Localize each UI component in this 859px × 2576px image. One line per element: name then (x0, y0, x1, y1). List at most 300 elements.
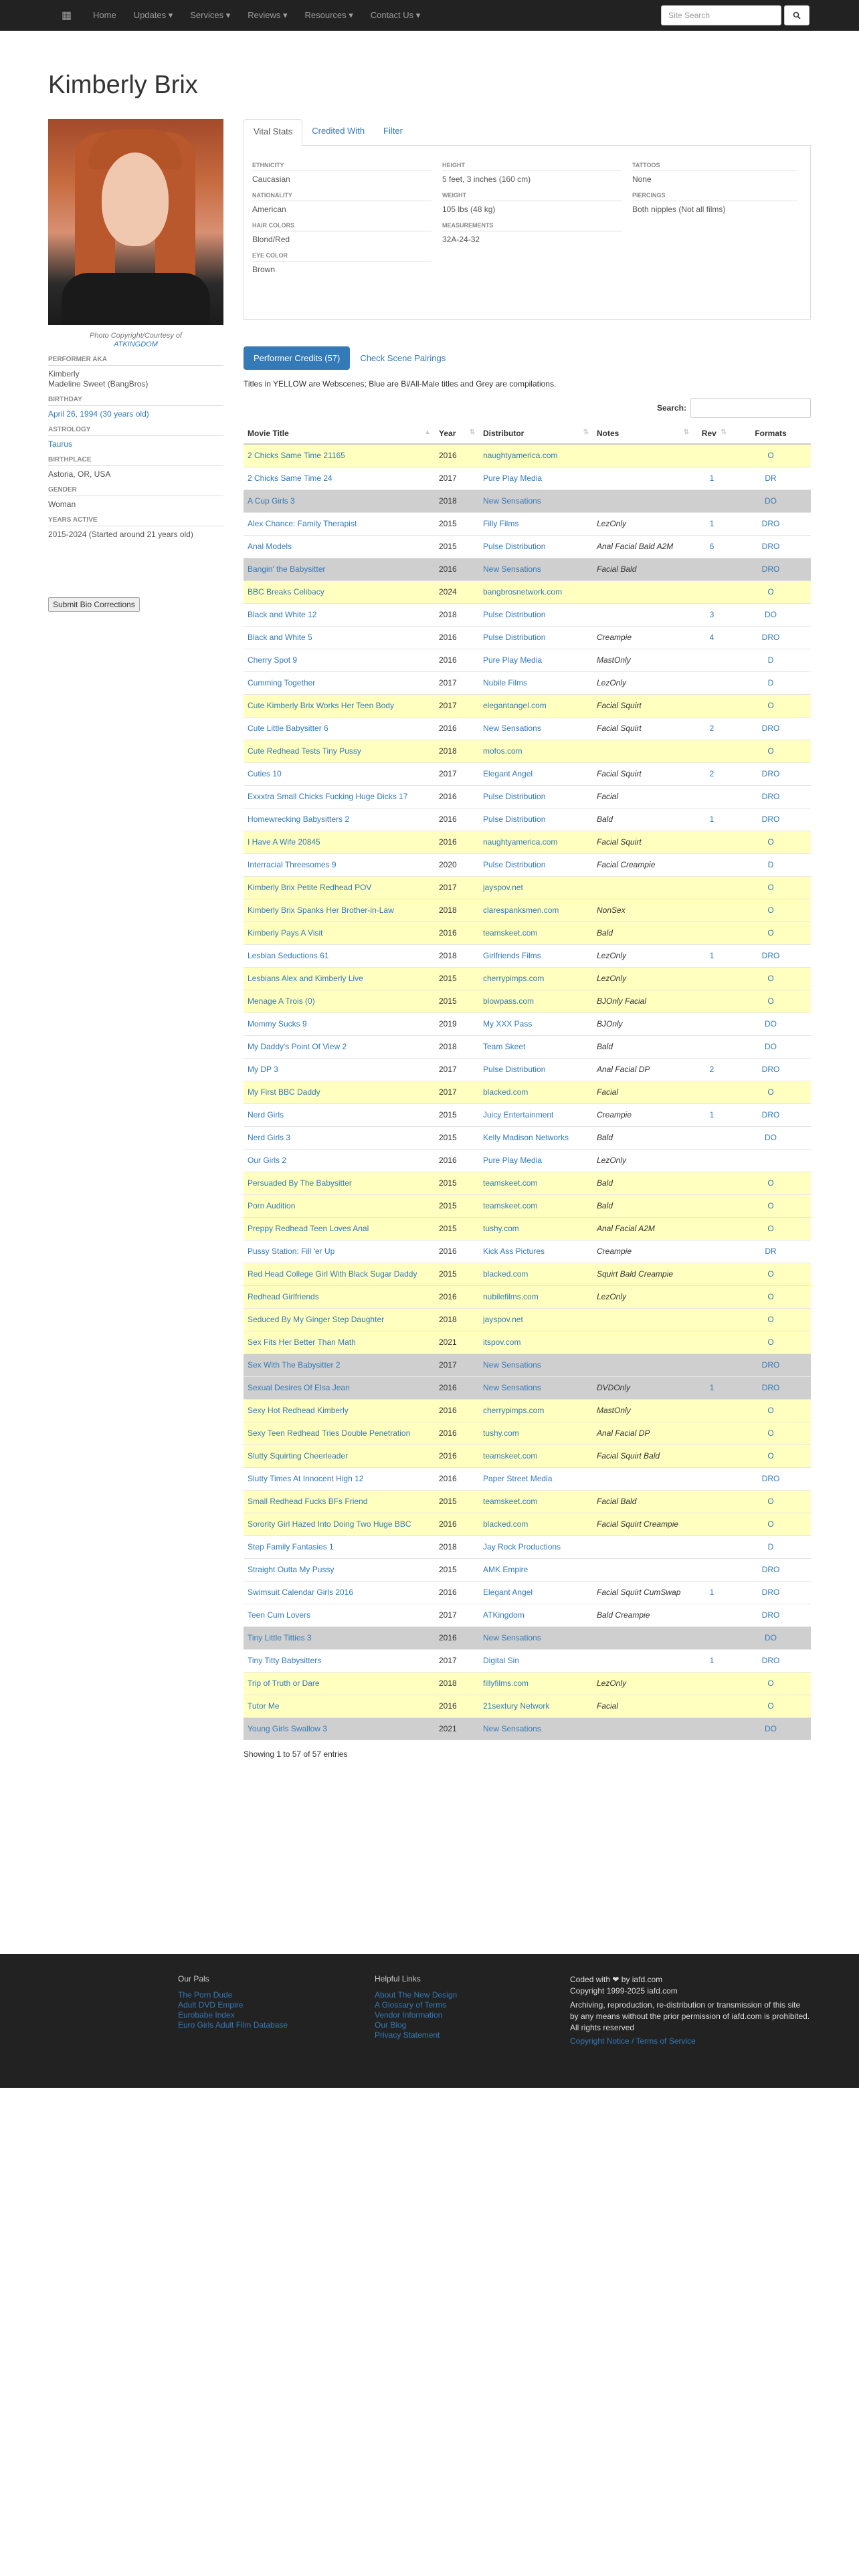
table-cell (593, 1445, 693, 1468)
distributor-link[interactable]: Team Skeet (483, 1042, 526, 1051)
table-cell (435, 1127, 479, 1150)
review-count-link[interactable]: 1 (709, 951, 714, 960)
table-cell (693, 922, 731, 945)
formats-link[interactable]: O (767, 1337, 774, 1347)
distributor-link[interactable]: Pure Play Media (483, 1156, 543, 1165)
year-cell: 2018 (439, 496, 457, 506)
table-cell (731, 1673, 811, 1695)
formats-link[interactable]: O (767, 996, 774, 1006)
movie-title-link[interactable]: Redhead Girlfriends (248, 1292, 319, 1301)
formats-link[interactable]: DO (765, 610, 777, 619)
review-count-link[interactable]: 1 (709, 815, 714, 824)
movie-title-link[interactable]: 2 Chicks Same Time 21165 (248, 451, 345, 460)
table-cell (731, 536, 811, 558)
distributor-link[interactable]: blacked.com (483, 1087, 529, 1097)
footer-help-link[interactable]: A Glossary of Terms (375, 2000, 447, 2010)
distributor-link[interactable]: Pulse Distribution (483, 633, 546, 642)
footer-help-link[interactable]: Privacy Statement (375, 2030, 440, 2040)
distributor-link[interactable]: mofos.com (483, 746, 522, 756)
copyright-notice-link[interactable]: Copyright Notice / Terms of Service (570, 2036, 696, 2046)
formats-link[interactable]: DRO (761, 792, 780, 801)
movie-title-link[interactable]: Mommy Sucks 9 (248, 1019, 307, 1029)
movie-title-link[interactable]: Black and White 12 (248, 610, 317, 619)
distributor-link[interactable]: teamskeet.com (483, 1497, 538, 1506)
formats-link[interactable]: DRO (761, 1360, 780, 1370)
review-count-link[interactable]: 1 (709, 519, 714, 528)
sort-icon: ⇅ (683, 429, 689, 436)
table-cell (593, 786, 693, 809)
table-cell (479, 695, 593, 718)
column-header[interactable] (435, 423, 479, 444)
distributor-link[interactable]: fillyfilms.com (483, 1679, 529, 1688)
review-count-link[interactable]: 3 (709, 610, 714, 619)
table-cell (479, 1536, 593, 1559)
distributor-link[interactable]: tushy.com (483, 1428, 519, 1438)
formats-link[interactable]: O (767, 1701, 774, 1711)
distributor-link[interactable]: New Sensations (483, 496, 541, 506)
formats-link[interactable]: DRO (761, 1565, 780, 1574)
table-cell (435, 1354, 479, 1377)
formats-link[interactable]: O (767, 1201, 774, 1210)
formats-link[interactable]: O (767, 1497, 774, 1506)
formats-link[interactable]: DRO (761, 769, 780, 778)
formats-link[interactable]: DRO (761, 1588, 780, 1597)
table-search-input[interactable] (690, 398, 811, 418)
table-cell (731, 1104, 811, 1127)
table-row (244, 1536, 811, 1559)
formats-link[interactable]: DRO (761, 1610, 780, 1620)
table-cell (731, 1150, 811, 1172)
distributor-link[interactable]: Pulse Distribution (483, 1065, 546, 1074)
formats-link[interactable]: DR (765, 473, 777, 483)
stat-label: ETHNICITY (252, 162, 432, 171)
formats-link[interactable]: O (767, 587, 774, 597)
movie-title-link[interactable]: Cuties 10 (248, 769, 282, 778)
table-cell (479, 581, 593, 604)
movie-title-link[interactable]: Lesbian Seductions 61 (248, 951, 329, 960)
movie-title-link[interactable]: BBC Breaks Celibacy (248, 587, 324, 597)
table-cell (693, 1513, 731, 1536)
formats-link[interactable]: DRO (761, 564, 780, 574)
table-cell (693, 1127, 731, 1150)
table-cell (693, 1218, 731, 1241)
table-row (244, 536, 811, 558)
movie-title-link[interactable]: Alex Chance: Family Therapist (248, 519, 357, 528)
formats-link[interactable]: O (767, 1428, 774, 1438)
movie-title-link[interactable]: Porn Audition (248, 1201, 296, 1210)
review-count-link[interactable]: 1 (709, 1110, 714, 1119)
distributor-link[interactable]: Pulse Distribution (483, 860, 546, 869)
movie-title-link[interactable]: Anal Models (248, 542, 292, 551)
table-cell (593, 922, 693, 945)
movie-title-link[interactable]: Sexy Hot Redhead Kimberly (248, 1406, 349, 1415)
distributor-link[interactable]: teamskeet.com (483, 1451, 538, 1461)
distributor-link[interactable]: Pulse Distribution (483, 610, 546, 619)
table-cell (693, 1286, 731, 1309)
formats-link[interactable]: DO (765, 1724, 777, 1733)
table-row (244, 1582, 811, 1604)
formats-link[interactable]: DR (765, 1247, 777, 1256)
table-cell (479, 1104, 593, 1127)
stat-label: EYE COLOR (252, 252, 432, 261)
movie-title-link[interactable]: Nerd Girls (248, 1110, 284, 1119)
movie-title-link[interactable]: Swimsuit Calendar Girls 2016 (248, 1588, 354, 1597)
movie-title-link[interactable]: Tiny Titty Babysitters (248, 1656, 322, 1665)
formats-link[interactable]: DRO (761, 1656, 780, 1665)
movie-title-link[interactable]: Lesbians Alex and Kimberly Live (248, 974, 363, 983)
footer-pal-link[interactable]: Eurobabe Index (178, 2010, 235, 2020)
review-count-link[interactable]: 4 (709, 633, 714, 642)
distributor-link[interactable]: nubilefilms.com (483, 1292, 539, 1301)
table-cell (244, 922, 435, 945)
distributor-link[interactable]: AMK Empire (483, 1565, 529, 1574)
review-count-link[interactable]: 1 (709, 1588, 714, 1597)
movie-title-link[interactable]: Interracial Threesomes 9 (248, 860, 337, 869)
notes-cell: LezOnly (597, 1156, 627, 1165)
formats-link[interactable]: DRO (761, 633, 780, 642)
stats-column (252, 162, 442, 303)
distributor-link[interactable]: New Sensations (483, 1383, 541, 1392)
distributor-link[interactable]: Kelly Madison Networks (483, 1133, 569, 1142)
movie-title-link[interactable]: Straight Outta My Pussy (248, 1565, 335, 1574)
distributor-link[interactable]: My XXX Pass (483, 1019, 533, 1029)
movie-title-link[interactable]: A Cup Girls 3 (248, 496, 295, 506)
column-header[interactable] (244, 423, 435, 444)
year-cell: 2016 (439, 724, 457, 733)
table-cell (244, 1150, 435, 1172)
distributor-link[interactable]: jayspov.net (483, 883, 523, 892)
table-cell (593, 1218, 693, 1241)
review-count-link[interactable]: 1 (709, 1656, 714, 1665)
distributor-link[interactable]: Jay Rock Productions (483, 1542, 561, 1551)
distributor-link[interactable]: naughtyamerica.com (483, 837, 558, 847)
table-cell (435, 1172, 479, 1195)
movie-title-link[interactable]: Small Redhead Fucks BFs Friend (248, 1497, 368, 1506)
notes-cell: Creampie (597, 633, 632, 642)
distributor-link[interactable]: New Sensations (483, 1724, 541, 1733)
movie-title-link[interactable]: Bangin' the Babysitter (248, 564, 326, 574)
formats-link[interactable]: D (767, 1542, 774, 1551)
distributor-link[interactable]: blacked.com (483, 1519, 529, 1529)
formats-link[interactable]: O (767, 883, 774, 892)
table-cell (479, 1059, 593, 1081)
movie-title-link[interactable]: Sex Fits Her Better Than Math (248, 1337, 356, 1347)
movie-title-link[interactable]: Cute Kimberly Brix Works Her Teen Body (248, 701, 394, 710)
year-cell: 2020 (439, 860, 457, 869)
distributor-link[interactable]: clarespanksmen.com (483, 905, 559, 915)
formats-link[interactable]: O (767, 1679, 774, 1688)
distributor-link[interactable]: Girlfriends Films (483, 951, 541, 960)
year-cell: 2018 (439, 610, 457, 619)
movie-title-link[interactable]: Trip of Truth or Dare (248, 1679, 320, 1688)
distributor-link[interactable]: teamskeet.com (483, 1178, 538, 1188)
distributor-link[interactable]: New Sensations (483, 1633, 541, 1642)
formats-link[interactable]: O (767, 1178, 774, 1188)
column-header[interactable] (593, 423, 693, 444)
nav-item[interactable]: Services ▾ (190, 10, 231, 20)
formats-link[interactable]: O (767, 701, 774, 710)
movie-title-link[interactable]: Our Girls 2 (248, 1156, 287, 1165)
table-cell (731, 1627, 811, 1650)
distributor-link[interactable]: New Sensations (483, 724, 541, 733)
movie-title-link[interactable]: I Have A Wife 20845 (248, 837, 320, 847)
movie-title-link[interactable]: Menage A Trois (0) (248, 996, 315, 1006)
formats-link[interactable]: DRO (761, 1110, 780, 1119)
distributor-link[interactable]: Paper Street Media (483, 1474, 553, 1483)
formats-link[interactable]: DO (765, 1633, 777, 1642)
movie-title-link[interactable]: Cherry Spot 9 (248, 655, 298, 665)
formats-link[interactable]: DO (765, 1042, 777, 1051)
top-navbar (0, 0, 859, 31)
table-cell (593, 809, 693, 831)
table-cell (731, 1081, 811, 1104)
distributor-link[interactable]: Pure Play Media (483, 473, 543, 483)
movie-title-link[interactable]: Homewrecking Babysitters 2 (248, 815, 350, 824)
tab-credited-with[interactable]: Credited With (312, 126, 365, 136)
movie-title-link[interactable]: My First BBC Daddy (248, 1087, 320, 1097)
review-count-link[interactable]: 2 (709, 1065, 714, 1074)
table-row (244, 945, 811, 968)
site-search-input[interactable]: Site Search (661, 5, 781, 25)
movie-title-link[interactable]: Kimberly Brix Petite Redhead POV (248, 883, 372, 892)
movie-title-link[interactable]: Cute Redhead Tests Tiny Pussy (248, 746, 361, 756)
movie-title-link[interactable]: Tutor Me (248, 1701, 280, 1711)
formats-link[interactable]: O (767, 1315, 774, 1324)
table-cell (593, 1354, 693, 1377)
bio-label: GENDER (48, 486, 223, 496)
movie-title-link[interactable]: Cute Little Babysitter 6 (248, 724, 328, 733)
distributor-link[interactable]: naughtyamerica.com (483, 451, 558, 460)
formats-link[interactable]: DRO (761, 815, 780, 824)
table-cell (435, 558, 479, 581)
formats-link[interactable]: O (767, 1269, 774, 1279)
distributor-link[interactable]: bangbrosnetwork.com (483, 587, 563, 597)
movie-title-link[interactable]: Exxxtra Small Chicks Fucking Huge Dicks 17 (248, 792, 408, 801)
distributor-link[interactable]: jayspov.net (483, 1315, 523, 1324)
formats-link[interactable]: DO (765, 1019, 777, 1029)
bio-label: ASTROLOGY (48, 426, 223, 436)
distributor-link[interactable]: blacked.com (483, 1269, 529, 1279)
movie-title-link[interactable]: Pussy Station: Fill 'er Up (248, 1247, 335, 1256)
distributor-link[interactable]: Juicy Entertainment (483, 1110, 554, 1119)
table-cell (435, 1627, 479, 1650)
movie-title-link[interactable]: Preppy Redhead Teen Loves Anal (248, 1224, 369, 1233)
table-cell (479, 627, 593, 649)
review-count-link[interactable]: 2 (709, 724, 714, 733)
table-cell (435, 740, 479, 763)
nav-item[interactable]: Home (93, 10, 116, 20)
table-cell (593, 899, 693, 922)
table-row (244, 1400, 811, 1422)
formats-link[interactable]: O (767, 1224, 774, 1233)
year-cell: 2016 (439, 633, 457, 642)
table-cell (731, 1582, 811, 1604)
distributor-link[interactable]: Nubile Films (483, 678, 528, 687)
tab-filter[interactable]: Filter (383, 126, 403, 136)
column-header[interactable] (479, 423, 593, 444)
review-count-link[interactable]: 6 (709, 542, 714, 551)
review-count-link[interactable]: 2 (709, 769, 714, 778)
movie-title-link[interactable]: Cumming Together (248, 678, 316, 687)
footer-pal-link[interactable]: The Porn Dude (178, 1990, 233, 2000)
notes-cell: BJOnly (597, 1019, 623, 1029)
movie-title-link[interactable]: Sex With The Babysitter 2 (248, 1360, 341, 1370)
distributor-link[interactable]: itspov.com (483, 1337, 521, 1347)
movie-title-link[interactable]: Teen Cum Lovers (248, 1610, 311, 1620)
table-cell (435, 990, 479, 1013)
table-cell (244, 945, 435, 968)
formats-link[interactable]: D (767, 655, 774, 665)
footer-help-link[interactable]: Vendor Information (375, 2010, 443, 2020)
nav-item[interactable]: Reviews ▾ (248, 10, 288, 20)
table-cell (435, 1195, 479, 1218)
distributor-link[interactable]: Elegant Angel (483, 769, 533, 778)
notes-cell: Facial Squirt Bald (597, 1451, 660, 1461)
movie-title-link[interactable]: 2 Chicks Same Time 24 (248, 473, 332, 483)
notes-cell: Bald (597, 928, 613, 938)
formats-link[interactable]: O (767, 746, 774, 756)
table-cell (693, 1445, 731, 1468)
formats-link[interactable]: DO (765, 496, 777, 506)
movie-title-link[interactable]: Young Girls Swallow 3 (248, 1724, 327, 1733)
table-cell (593, 1650, 693, 1673)
movie-title-link[interactable]: Sexy Teen Redhead Tries Double Penetration (248, 1428, 411, 1438)
links-title: Helpful Links (375, 1974, 421, 1983)
distributor-link[interactable]: Digital Sin (483, 1656, 520, 1665)
formats-link[interactable]: DRO (761, 1065, 780, 1074)
distributor-link[interactable]: teamskeet.com (483, 928, 538, 938)
table-cell (244, 1559, 435, 1582)
formats-link[interactable]: DRO (761, 1383, 780, 1392)
distributor-link[interactable]: Pulse Distribution (483, 815, 546, 824)
formats-link[interactable]: O (767, 905, 774, 915)
movie-title-link[interactable]: Sexual Desires Of Elsa Jean (248, 1383, 350, 1392)
table-cell (244, 490, 435, 513)
nav-item[interactable]: Contact Us ▾ (370, 10, 421, 20)
column-header[interactable] (693, 423, 731, 444)
table-cell (479, 444, 593, 467)
tab-vital-stats[interactable]: Vital Stats (244, 119, 302, 146)
table-cell (435, 1036, 479, 1059)
formats-link[interactable]: DRO (761, 519, 780, 528)
formats-link[interactable]: D (767, 860, 774, 869)
formats-link[interactable]: O (767, 451, 774, 460)
table-cell (693, 1377, 731, 1400)
movie-title-link[interactable]: Seduced By My Ginger Step Daughter (248, 1315, 385, 1324)
formats-link[interactable]: DRO (761, 724, 780, 733)
nav-item[interactable]: Updates ▾ (133, 10, 173, 20)
formats-link[interactable]: O (767, 1406, 774, 1415)
movie-title-link[interactable]: Kimberly Pays A Visit (248, 928, 323, 938)
year-cell: 2015 (439, 1224, 457, 1233)
footer-pal-link[interactable]: Adult DVD Empire (178, 2000, 244, 2010)
formats-link[interactable]: O (767, 1519, 774, 1529)
distributor-link[interactable]: tushy.com (483, 1224, 519, 1233)
table-cell (593, 1263, 693, 1286)
distributor-link[interactable]: Pure Play Media (483, 655, 543, 665)
movie-title-link[interactable]: Red Head College Girl With Black Sugar Daddy (248, 1269, 417, 1279)
review-count-link[interactable]: 1 (709, 473, 714, 483)
distributor-link[interactable]: cherrypimps.com (483, 1406, 545, 1415)
home-icon[interactable]: ▦ (62, 10, 72, 21)
year-cell: 2017 (439, 1610, 457, 1620)
table-cell (731, 1172, 811, 1195)
year-cell: 2015 (439, 1178, 457, 1188)
movie-title-link[interactable]: Slutty Squirting Cheerleader (248, 1451, 349, 1461)
distributor-link[interactable]: cherrypimps.com (483, 974, 545, 983)
formats-link[interactable]: O (767, 928, 774, 938)
table-cell (435, 968, 479, 990)
movie-title-link[interactable]: My DP 3 (248, 1065, 278, 1074)
formats-link[interactable]: O (767, 974, 774, 983)
performer-credits-tab[interactable]: Performer Credits (57) (244, 346, 350, 370)
distributor-link[interactable]: New Sensations (483, 1360, 541, 1370)
distributor-link[interactable]: New Sensations (483, 564, 541, 574)
movie-title-link[interactable]: Kimberly Brix Spanks Her Brother-in-Law (248, 905, 394, 915)
footer-help-link[interactable]: About The New Design (375, 1990, 458, 2000)
year-cell: 2016 (439, 792, 457, 801)
distributor-link[interactable]: teamskeet.com (483, 1201, 538, 1210)
submit-bio-corrections-button[interactable]: Submit Bio Corrections (48, 597, 140, 612)
distributor-link[interactable]: Kick Ass Pictures (483, 1247, 545, 1256)
scene-pairings-tab[interactable]: Check Scene Pairings (360, 353, 446, 363)
formats-link[interactable]: D (767, 678, 774, 687)
footer-pal-link[interactable]: Euro Girls Adult Film Database (178, 2020, 288, 2030)
distributor-link[interactable]: 21sextury Network (483, 1701, 550, 1711)
movie-title-link[interactable]: Persuaded By The Babysitter (248, 1178, 352, 1188)
nav-item[interactable]: Resources ▾ (304, 10, 353, 20)
notes-cell: Facial (597, 1087, 619, 1097)
table-cell (435, 649, 479, 672)
formats-link[interactable]: DO (765, 1133, 777, 1142)
distributor-link[interactable]: elegantangel.com (483, 701, 547, 710)
table-cell (479, 1195, 593, 1218)
table-cell (244, 740, 435, 763)
search-button[interactable] (784, 5, 809, 25)
formats-link[interactable]: O (767, 1087, 774, 1097)
movie-title-link[interactable]: Sorority Girl Hazed Into Doing Two Huge BBC (248, 1519, 411, 1529)
formats-link[interactable]: DRO (761, 1474, 780, 1483)
movie-title-link[interactable]: Black and White 5 (248, 633, 312, 642)
year-cell: 2015 (439, 1497, 457, 1506)
table-cell (731, 1036, 811, 1059)
movie-title-link[interactable]: Slutty Times At Innocent High 12 (248, 1474, 364, 1483)
formats-link[interactable]: DRO (761, 542, 780, 551)
distributor-link[interactable]: Pulse Distribution (483, 792, 546, 801)
formats-link[interactable]: O (767, 837, 774, 847)
formats-link[interactable]: O (767, 1292, 774, 1301)
year-cell: 2021 (439, 1337, 457, 1347)
photo-credit-link[interactable]: ATKINGDOM (114, 340, 158, 348)
distributor-link[interactable]: blowpass.com (483, 996, 535, 1006)
footer-help-link[interactable]: Our Blog (375, 2020, 407, 2030)
distributor-link[interactable]: Pulse Distribution (483, 542, 546, 551)
movie-title-link[interactable]: My Daddy's Point Of View 2 (248, 1042, 347, 1051)
movie-title-link[interactable]: Step Family Fantasies 1 (248, 1542, 334, 1551)
movie-title-link[interactable]: Tiny Little Titties 3 (248, 1633, 312, 1642)
distributor-link[interactable]: ATKingdom (483, 1610, 524, 1620)
distributor-link[interactable]: Elegant Angel (483, 1588, 533, 1597)
table-cell (244, 1309, 435, 1331)
formats-link[interactable]: DRO (761, 951, 780, 960)
column-header[interactable] (731, 423, 811, 444)
table-row (244, 695, 811, 718)
formats-link[interactable]: O (767, 1451, 774, 1461)
distributor-link[interactable]: Filly Films (483, 519, 519, 528)
review-count-link[interactable]: 1 (709, 1383, 714, 1392)
table-cell (593, 444, 693, 467)
movie-title-link[interactable]: Nerd Girls 3 (248, 1133, 291, 1142)
